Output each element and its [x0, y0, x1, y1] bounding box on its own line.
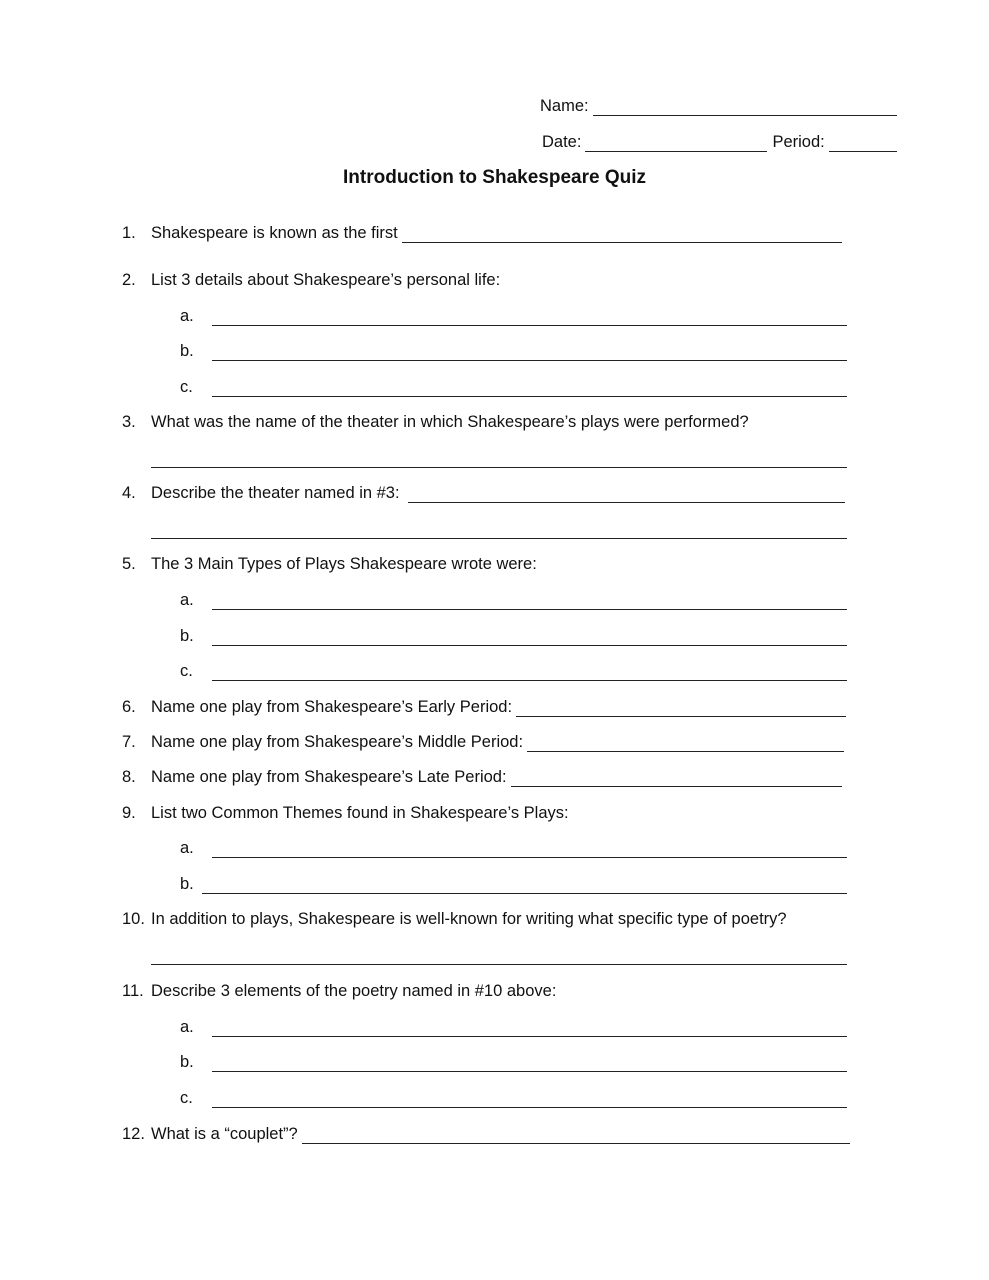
- sub-answer-row: [180, 1015, 847, 1037]
- answer-line-row: [147, 943, 847, 965]
- question-number: 7.: [122, 733, 136, 751]
- question-text: Shakespeare is known as the first: [151, 224, 398, 242]
- answer-blank[interactable]: [212, 839, 847, 858]
- answer-line-row: [147, 446, 847, 468]
- question-number: 8.: [122, 768, 136, 786]
- question-text: Name one play from Shakespeare’s Early Period:: [151, 698, 513, 716]
- sub-answer-row: [180, 872, 847, 894]
- answer-blank[interactable]: [402, 224, 842, 243]
- sub-answer-row: [180, 624, 847, 646]
- question-number: 6.: [122, 698, 136, 716]
- answer-blank[interactable]: [212, 307, 847, 326]
- question-10: [122, 907, 847, 929]
- sub-answer-row: [180, 588, 847, 610]
- question-number: 2.: [122, 271, 136, 289]
- date-label: Date:: [542, 133, 582, 151]
- sub-answer-row: [180, 1050, 847, 1072]
- sub-letter: b.: [180, 342, 194, 360]
- question-number: 1.: [122, 224, 136, 242]
- question-12: [122, 1122, 850, 1144]
- period-label: Period:: [772, 133, 825, 151]
- name-field-row: [540, 94, 897, 116]
- answer-blank[interactable]: [302, 1125, 850, 1144]
- sub-letter: b.: [180, 875, 194, 893]
- date-blank[interactable]: [585, 133, 767, 152]
- question-9: [122, 801, 847, 823]
- sub-answer-row: [180, 304, 847, 326]
- question-5: [122, 552, 847, 574]
- answer-line-row: [147, 517, 847, 539]
- question-number: 3.: [122, 413, 136, 431]
- question-number: 12.: [122, 1125, 145, 1143]
- question-text: Describe 3 elements of the poetry named in #10 above:: [151, 982, 557, 1000]
- sub-answer-row: [180, 836, 847, 858]
- answer-blank[interactable]: [212, 662, 847, 681]
- answer-blank[interactable]: [151, 449, 847, 468]
- name-blank[interactable]: [593, 97, 897, 116]
- sub-letter: c.: [180, 378, 193, 396]
- answer-blank[interactable]: [212, 627, 847, 646]
- question-7: [122, 730, 844, 752]
- question-3: [122, 410, 847, 432]
- question-number: 9.: [122, 804, 136, 822]
- sub-letter: c.: [180, 662, 193, 680]
- question-text: List two Common Themes found in Shakespeare’s Plays:: [151, 804, 569, 822]
- question-number: 11.: [122, 982, 144, 1000]
- question-1: [122, 221, 842, 243]
- answer-blank[interactable]: [516, 698, 846, 717]
- question-6: [122, 695, 846, 717]
- answer-blank[interactable]: [212, 1089, 847, 1108]
- answer-blank[interactable]: [511, 768, 842, 787]
- sub-answer-row: [180, 375, 847, 397]
- answer-blank[interactable]: [151, 946, 847, 965]
- answer-blank[interactable]: [212, 591, 847, 610]
- sub-letter: c.: [180, 1089, 193, 1107]
- sub-letter: a.: [180, 591, 194, 609]
- sub-letter: a.: [180, 1018, 194, 1036]
- question-text: What is a “couplet”?: [151, 1125, 298, 1143]
- question-text: Name one play from Shakespeare’s Middle Period:: [151, 733, 524, 751]
- question-11: [122, 979, 847, 1001]
- answer-blank[interactable]: [527, 733, 844, 752]
- answer-blank[interactable]: [212, 378, 847, 397]
- date-period-row: [542, 130, 897, 152]
- question-text: In addition to plays, Shakespeare is well-known for writing what specific type of poetry?: [151, 910, 787, 928]
- sub-letter: b.: [180, 1053, 194, 1071]
- question-number: 10.: [122, 910, 145, 928]
- answer-blank[interactable]: [151, 520, 847, 539]
- question-text: Describe the theater named in #3:: [151, 484, 400, 502]
- sub-letter: b.: [180, 627, 194, 645]
- page-title: Introduction to Shakespeare Quiz: [343, 167, 646, 188]
- answer-blank[interactable]: [408, 484, 845, 503]
- question-8: [122, 765, 842, 787]
- name-label: Name:: [540, 97, 589, 115]
- sub-answer-row: [180, 659, 847, 681]
- answer-blank[interactable]: [212, 1018, 847, 1037]
- answer-blank[interactable]: [212, 1053, 847, 1072]
- question-4: [122, 481, 845, 503]
- question-number: 4.: [122, 484, 136, 502]
- question-text: The 3 Main Types of Plays Shakespeare wrote were:: [151, 555, 537, 573]
- sub-letter: a.: [180, 307, 194, 325]
- sub-answer-row: [180, 1086, 847, 1108]
- sub-letter: a.: [180, 839, 194, 857]
- answer-blank[interactable]: [202, 875, 847, 894]
- sub-answer-row: [180, 339, 847, 361]
- answer-blank[interactable]: [212, 342, 847, 361]
- question-text: Name one play from Shakespeare’s Late Period:: [151, 768, 507, 786]
- period-blank[interactable]: [829, 133, 897, 152]
- question-text: What was the name of the theater in which Shakespeare’s plays were performed?: [151, 413, 749, 431]
- question-text: List 3 details about Shakespeare’s personal life:: [151, 271, 501, 289]
- question-2: [122, 268, 847, 290]
- question-number: 5.: [122, 555, 136, 573]
